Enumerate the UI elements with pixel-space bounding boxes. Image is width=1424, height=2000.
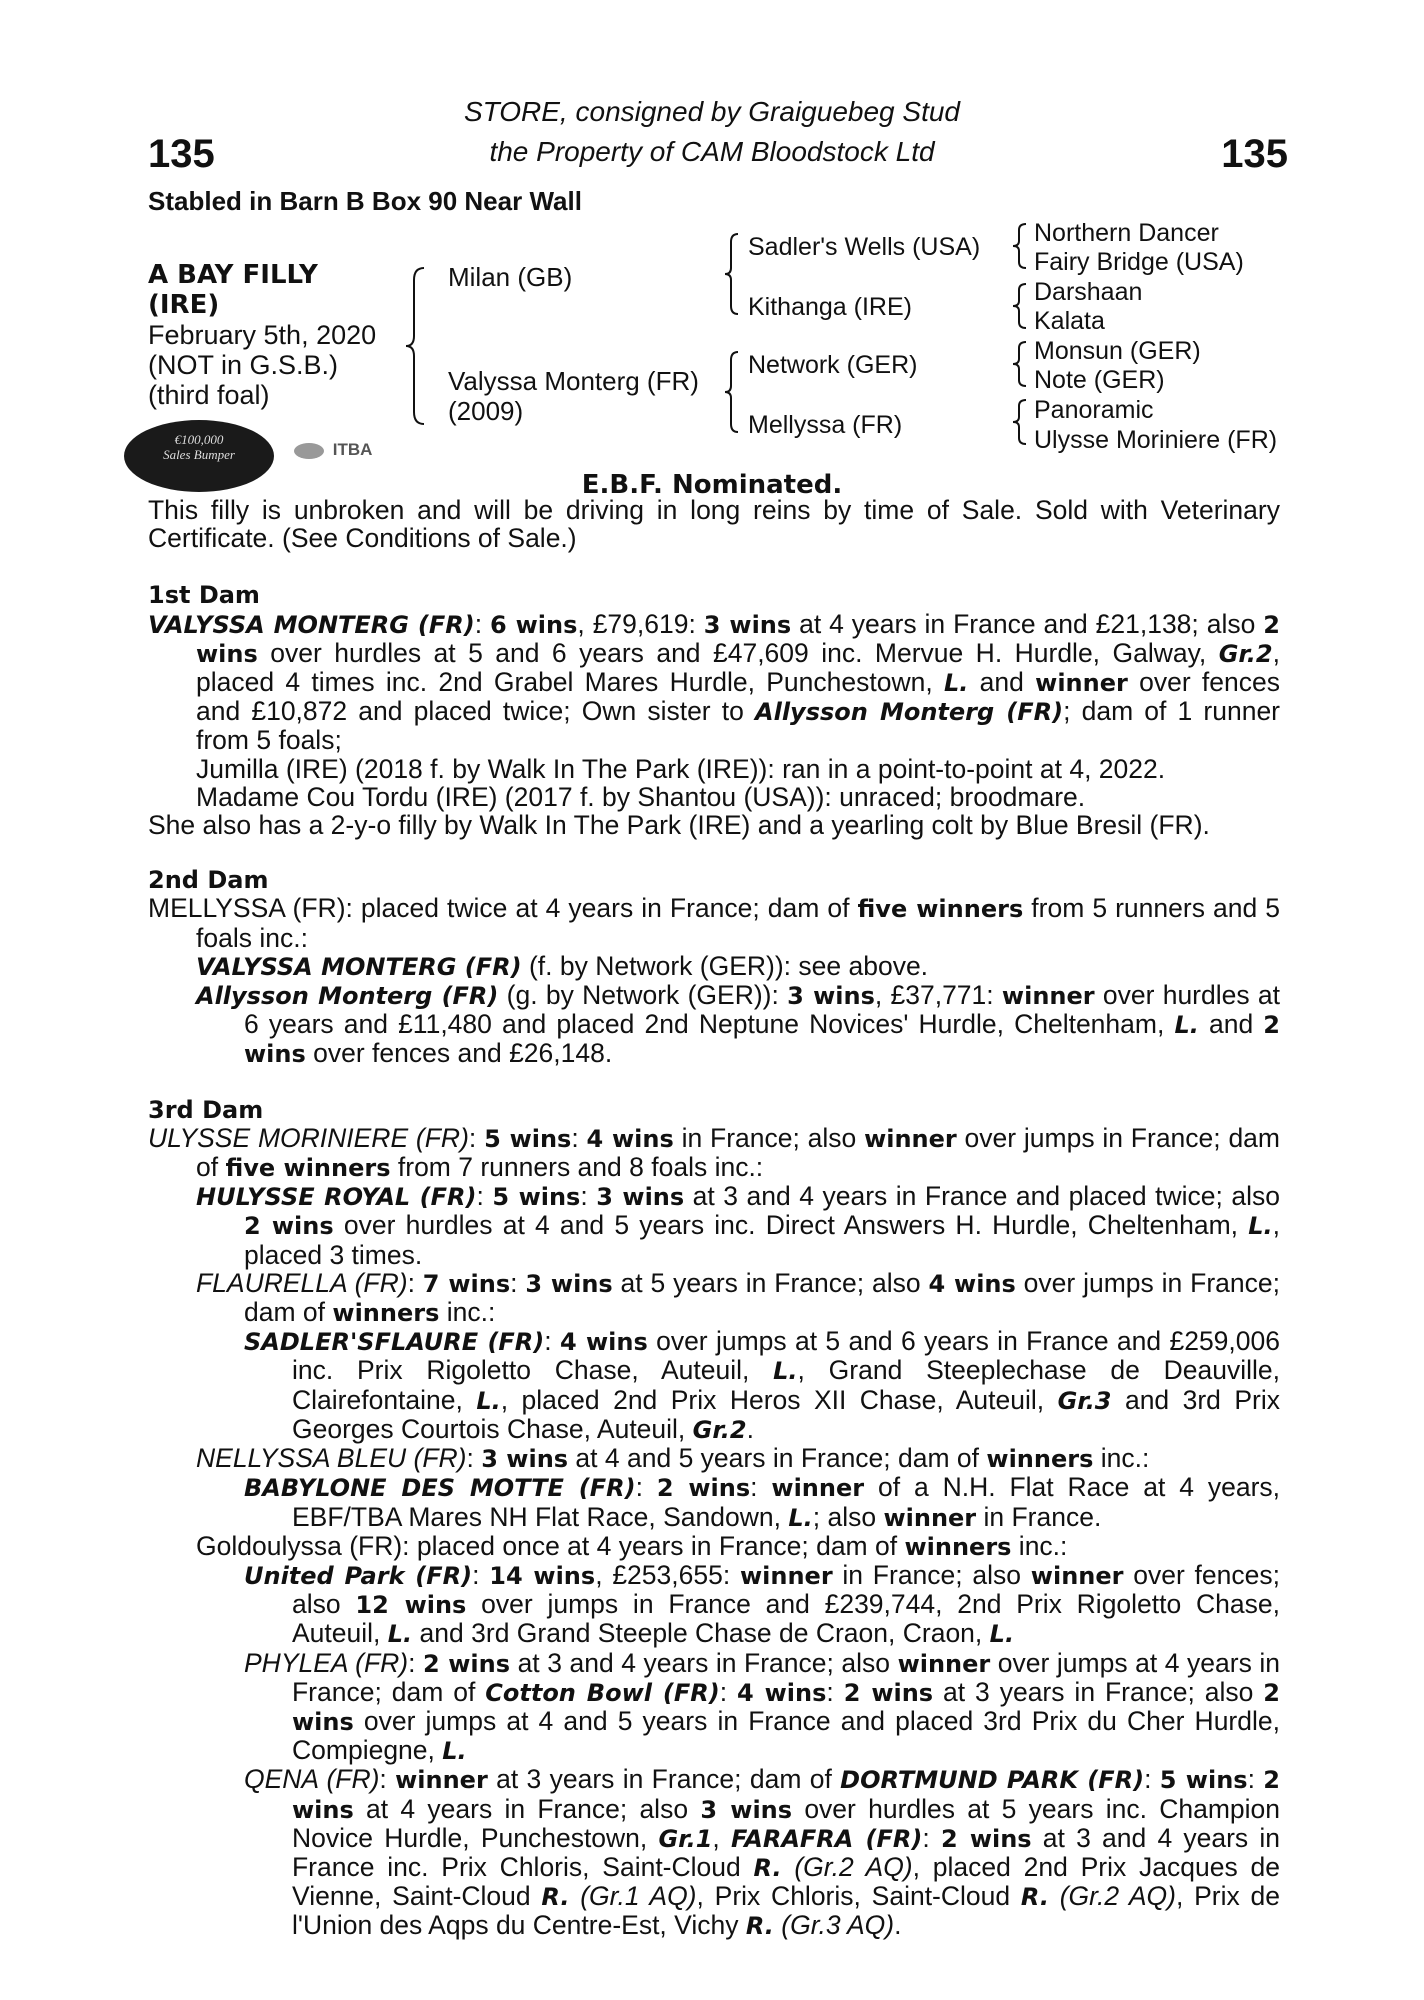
text-run: (Gr.2 AQ) <box>781 1851 913 1882</box>
text-run: , placed 2nd Prix Heros XII Chase, Auteuil, <box>500 1384 1058 1415</box>
text-run: and <box>968 667 1036 698</box>
text-run: SADLER'SFLAURE (FR) <box>244 1328 545 1357</box>
text-run: Allysson Monterg (FR) <box>755 698 1064 727</box>
itba-swoosh-icon <box>294 443 324 459</box>
ggs-6: Note (GER) <box>1034 366 1165 394</box>
text-run: at 3 and 4 years in France inc. Prix Chloris, Saint-Cloud <box>292 1822 1280 1882</box>
text-run: winner <box>771 1474 865 1503</box>
ggs-3: Darshaan <box>1034 278 1143 306</box>
text-run: 3 wins <box>787 982 875 1011</box>
text-run: L. <box>773 1357 798 1386</box>
third-dam-progeny-hulysse <box>148 1182 1280 1269</box>
itba-text: ITBA <box>332 440 373 459</box>
ebf-nominated: E.B.F. Nominated. <box>581 470 843 500</box>
third-dam-heading <box>148 1095 1280 1124</box>
text-run: : <box>474 608 491 639</box>
text-run: (Gr.2 AQ) <box>1048 1881 1176 1912</box>
text-run: at 4 years in France and £21,138; also <box>791 608 1264 639</box>
text-run: MELLYSSA (FR): placed twice at 4 years in France; dam of <box>148 893 858 924</box>
text-run: 2 wins <box>940 1824 1032 1853</box>
text-run: ; also <box>812 1501 884 1532</box>
text-run: Allysson Monterg (FR) <box>196 982 499 1011</box>
text-run: : <box>408 1647 424 1678</box>
text-run: 7 wins <box>422 1269 511 1298</box>
text-run: . <box>746 1413 754 1444</box>
text-run: over hurdles at 5 and 6 years and £47,609 inc. Mervue H. Hurdle, Galway, <box>257 637 1219 668</box>
first-dam-progeny-1: Jumilla (IRE) (2018 f. by Walk In The Park (IRE)): ran in a point-to-point at 4, 2022. <box>196 753 1166 784</box>
text-run: , £253,655: <box>595 1559 740 1590</box>
text-run: Gr.1 <box>658 1824 713 1853</box>
text-run: : <box>1247 1764 1264 1795</box>
text-run: at 3 and 4 years in France and placed twice; also <box>684 1181 1281 1212</box>
text-run: at 4 years in France; also <box>353 1793 701 1824</box>
text-run: over fences and £10,872 and placed twice; Own sister to <box>196 667 1280 727</box>
text-run: L. <box>989 1620 1015 1649</box>
text-run: R. <box>753 1853 782 1882</box>
text-run: , £79,619: <box>577 608 704 639</box>
ggs-1: Northern Dancer <box>1034 219 1219 247</box>
horse-name-line-1: A BAY FILLY <box>148 260 318 290</box>
gs4-brace <box>1012 398 1030 446</box>
sire-brace <box>724 232 744 316</box>
text-run: R. <box>745 1912 774 1941</box>
text-run: 2 wins <box>656 1474 751 1503</box>
text-run: : <box>750 1472 772 1503</box>
text-run: : <box>379 1764 396 1795</box>
text-run: 12 wins <box>355 1591 467 1620</box>
text-run: : <box>476 1181 493 1212</box>
horse-name-line-2: (IRE) <box>148 290 220 320</box>
text-run: over fences; also <box>292 1559 1281 1620</box>
text-run: . <box>894 1910 902 1941</box>
text-run: winner <box>1030 1561 1124 1590</box>
text-run: L. <box>1248 1212 1273 1241</box>
text-run: over hurdles at 5 years inc. Champion Novice Hurdle, Punchestown, <box>292 1793 1281 1853</box>
text-run: : <box>472 1559 490 1590</box>
text-run: at 4 and 5 years in France; dam of <box>568 1443 987 1474</box>
sire-name: Milan (GB) <box>448 262 573 292</box>
text-run: 2 wins <box>292 1766 1280 1824</box>
text-run: 3 wins <box>596 1183 685 1212</box>
text-run: 4 wins <box>928 1269 1016 1298</box>
text-run: over hurdles at 6 years and £11,480 and placed 2nd Neptune Novices' Hurdle, Cheltenham, <box>244 980 1280 1040</box>
text-run: 3 wins <box>525 1269 613 1298</box>
text-run: : <box>922 1822 941 1853</box>
third-dam-title: 3rd Dam <box>148 1095 264 1124</box>
text-run: (g. by Network (GER)): <box>498 980 788 1011</box>
text-run: winners <box>986 1445 1094 1474</box>
dam-year: (2009) <box>448 396 524 426</box>
first-dam-heading <box>148 580 1280 609</box>
third-dam-progeny-goldoulyssa <box>148 1532 1280 1561</box>
progeny-sadlersflaure <box>148 1327 1280 1444</box>
text-run: at 5 years in France; also <box>612 1267 929 1298</box>
gs2-brace <box>1012 282 1030 330</box>
text-run: winner <box>1035 669 1128 698</box>
text-run: 2 wins <box>292 1678 1280 1736</box>
text-run: Gr.2 <box>692 1415 747 1444</box>
text-run: L. <box>387 1620 413 1649</box>
text-run: inc.: <box>439 1297 496 1328</box>
third-dam-record <box>148 1124 1280 1182</box>
first-dam-name: VALYSSA MONTERG (FR) <box>148 610 475 639</box>
text-run: of a N.H. Flat Race at 4 years, EBF/TBA Mares NH Flat Race, Sandown, <box>292 1472 1281 1532</box>
horse-identity <box>148 260 376 410</box>
text-run: over jumps in France; dam of <box>196 1122 1280 1183</box>
text-run: 2 wins <box>244 1212 334 1241</box>
text-run: and <box>1198 1009 1264 1040</box>
text-run: Gr.2 <box>1218 639 1273 668</box>
text-run: L. <box>788 1503 813 1532</box>
progeny-phylea <box>148 1649 1280 1766</box>
second-dam-heading <box>148 865 1280 894</box>
ggs-8: Ulysse Moriniere (FR) <box>1034 426 1278 454</box>
gs1-brace <box>1012 222 1030 270</box>
text-run: over jumps at 4 and 5 years in France and placed 3rd Prix du Cher Hurdle, Compiegne, <box>292 1705 1280 1766</box>
text-run: , placed 4 times inc. 2nd Grabel Mares Hurdle, Punchestown, <box>196 637 1280 698</box>
text-run: : <box>826 1676 844 1707</box>
text-run: Goldoulyssa (FR): placed once at 4 years in France; dam of <box>196 1530 905 1561</box>
ggs-4: Kalata <box>1034 307 1105 335</box>
text-run: 3 wins <box>703 610 792 639</box>
text-run: L. <box>943 669 969 698</box>
text-run: (Gr.3 AQ) <box>773 1910 895 1941</box>
text-run: winner <box>864 1124 957 1153</box>
text-run: ULYSSE MORINIERE (FR) <box>148 1122 469 1153</box>
granddam-2: Mellyssa (FR) <box>748 411 903 439</box>
second-dam-progeny-2 <box>148 981 1280 1069</box>
third-dam-progeny-nellyssa <box>148 1444 1280 1473</box>
text-run: QENA (FR) <box>244 1764 380 1795</box>
consignment-line-1: STORE, consigned by Graiguebeg Stud <box>463 96 960 127</box>
intro-paragraph: This filly is unbroken and will be driving in long reins by time of Sale. Sold with Veterinary Certificate. (See Conditions of Sale.) <box>148 495 1280 554</box>
text-run: and 3rd Prix Georges Courtois Chase, Auteuil, <box>292 1384 1280 1444</box>
itba-logo <box>294 440 372 460</box>
text-run: : <box>468 1122 485 1153</box>
text-run: R. <box>1020 1883 1049 1912</box>
ggs-5: Monsun (GER) <box>1034 337 1201 365</box>
text-run: winner <box>739 1561 833 1590</box>
grandsire-2: Network (GER) <box>748 351 918 379</box>
text-run: from 5 runners and 5 foals inc.: <box>196 893 1280 953</box>
sire-dam-brace <box>406 266 430 426</box>
text-run: United Park (FR) <box>244 1561 473 1590</box>
text-run: , placed 3 times. <box>244 1210 1280 1270</box>
text-run: over fences and £26,148. <box>305 1038 613 1069</box>
text-run: over jumps in France and £239,744, 2nd Prix Rigoletto Chase, Auteuil, <box>292 1589 1281 1649</box>
text-run: from 7 runners and 8 foals inc.: <box>390 1152 764 1183</box>
text-run: : <box>1144 1764 1160 1795</box>
bumper-amount: €100,000 <box>174 432 224 447</box>
text-run: in France; also <box>832 1559 1031 1590</box>
text-run: 6 wins <box>490 610 578 639</box>
text-run: FARAFRA (FR) <box>730 1824 923 1853</box>
text-run: at 3 and 4 years in France; also <box>510 1647 898 1678</box>
text-run: (f. by Network (GER)): see above. <box>521 950 929 981</box>
dam-name: Valyssa Monterg (FR) <box>448 366 699 396</box>
text-run: L. <box>476 1386 501 1415</box>
text-run: , £37,771: <box>874 980 1002 1011</box>
text-run: : <box>407 1267 423 1298</box>
text-run: Cotton Bowl (FR) <box>485 1678 720 1707</box>
text-run: over jumps at 5 and 6 years in France and £259,006 inc. Prix Rigoletto Chase, Auteuil, <box>292 1326 1280 1386</box>
text-run: HULYSSE ROYAL (FR) <box>196 1183 477 1212</box>
progeny-united-park <box>148 1561 1280 1649</box>
text-run: L. <box>1174 1011 1199 1040</box>
progeny-babylone <box>148 1473 1280 1531</box>
text-run: , <box>712 1822 731 1853</box>
text-run: : <box>571 1122 587 1153</box>
text-run: 4 wins <box>586 1124 674 1153</box>
ggs-7: Panoramic <box>1034 396 1154 424</box>
text-run: winners <box>332 1299 440 1328</box>
text-run: FLAURELLA (FR) <box>196 1267 408 1298</box>
text-run: and 3rd Grand Steeple Chase de Craon, Craon, <box>412 1618 990 1649</box>
text-run: inc.: <box>1011 1530 1068 1561</box>
consignment-line-2: the Property of CAM Bloodstock Ltd <box>489 136 935 167</box>
gs3-brace <box>1012 340 1030 388</box>
text-run: : <box>510 1267 526 1298</box>
text-run: 3 wins <box>700 1795 793 1824</box>
text-run: : <box>544 1326 560 1357</box>
text-run: at 3 years in France; dam of <box>487 1764 841 1795</box>
text-run: in France; also <box>673 1122 865 1153</box>
text-run: (Gr.1 AQ) <box>569 1881 697 1912</box>
gsb-status: (NOT in G.S.B.) <box>148 350 339 380</box>
text-run: 4 wins <box>559 1328 648 1357</box>
third-dam-progeny-flaurella <box>148 1269 1280 1327</box>
text-run: L. <box>442 1737 467 1766</box>
text-run: ; dam of 1 runner from 5 foals; <box>196 696 1281 756</box>
text-run: PHYLEA (FR) <box>244 1647 409 1678</box>
text-run: over jumps at 4 years in France; dam of <box>292 1647 1280 1707</box>
text-run: five winners <box>857 895 1024 924</box>
text-run: winner <box>1001 982 1095 1011</box>
text-run: over jumps in France; dam of <box>244 1267 1280 1328</box>
dam-brace <box>724 350 744 434</box>
text-run: over hurdles at 4 and 5 years inc. Direct Answers H. Hurdle, Cheltenham, <box>333 1210 1249 1241</box>
bumper-text: Sales Bumper <box>163 447 235 462</box>
progeny-qena <box>148 1765 1280 1940</box>
text-run: winner <box>883 1503 977 1532</box>
granddam-1: Kithanga (IRE) <box>748 293 912 321</box>
text-run: 4 wins <box>737 1678 827 1707</box>
text-run: five winners <box>225 1154 391 1183</box>
text-run: Gr.3 <box>1057 1386 1112 1415</box>
text-run: winner <box>395 1766 488 1795</box>
text-run: , Grand Steeplechase de Deauville, Clairefontaine, <box>292 1355 1280 1415</box>
text-run: at 3 years in France; also <box>933 1676 1264 1707</box>
text-run: , Prix de l'Union des Aqps du Centre-Est, Vichy <box>292 1881 1281 1941</box>
text-run: 3 wins <box>481 1445 569 1474</box>
text-run: 2 wins <box>423 1649 511 1678</box>
text-run: DORTMUND PARK (FR) <box>840 1766 1145 1795</box>
text-run: : <box>719 1676 738 1707</box>
text-run: 5 wins <box>492 1183 581 1212</box>
catalogue-body <box>148 496 1280 1941</box>
text-run: 2 wins <box>196 610 1280 668</box>
lot-number-right: 135 <box>1221 132 1288 176</box>
text-run: : <box>580 1181 597 1212</box>
first-dam-also: She also has a 2-y-o filly by Walk In The Park (IRE) and a yearling colt by Blue Bresil (FR). <box>148 810 1210 841</box>
text-run: 2 wins <box>244 1011 1280 1069</box>
second-dam-record <box>148 894 1280 951</box>
text-run: R. <box>541 1883 570 1912</box>
text-run: winner <box>897 1649 991 1678</box>
text-run: VALYSSA MONTERG (FR) <box>196 952 522 981</box>
stabling-info: Stabled in Barn B Box 90 Near Wall <box>148 186 582 216</box>
first-dam-progeny-2: Madame Cou Tordu (IRE) (2017 f. by Shantou (USA)): unraced; broodmare. <box>196 781 1086 812</box>
text-run: : <box>635 1472 657 1503</box>
text-run: winners <box>904 1532 1012 1561</box>
text-run: 14 wins <box>489 1561 596 1590</box>
text-run: 5 wins <box>484 1124 572 1153</box>
text-run: , placed 2nd Prix Jacques de Vienne, Saint-Cloud <box>292 1851 1280 1912</box>
text-run: , Prix Chloris, Saint-Cloud <box>696 1881 1021 1912</box>
text-run: : <box>466 1443 482 1474</box>
text-run: BABYLONE DES MOTTE (FR) <box>244 1474 636 1503</box>
text-run: in France. <box>976 1501 1102 1532</box>
lot-number-left: 135 <box>148 132 215 176</box>
first-dam-title: 1st Dam <box>148 581 260 610</box>
foal-number: (third foal) <box>148 380 270 410</box>
text-run: NELLYSSA BLEU (FR) <box>196 1443 467 1474</box>
text-run: 5 wins <box>1159 1766 1248 1795</box>
first-dam-record <box>148 610 1280 755</box>
text-run: inc.: <box>1093 1443 1150 1474</box>
second-dam-progeny-1 <box>148 952 1280 981</box>
second-dam-title: 2nd Dam <box>148 866 269 895</box>
text-run: 2 wins <box>843 1678 934 1707</box>
grandsire-1: Sadler's Wells (USA) <box>748 233 981 261</box>
ggs-2: Fairy Bridge (USA) <box>1034 248 1244 276</box>
foaled-date: February 5th, 2020 <box>148 320 377 350</box>
